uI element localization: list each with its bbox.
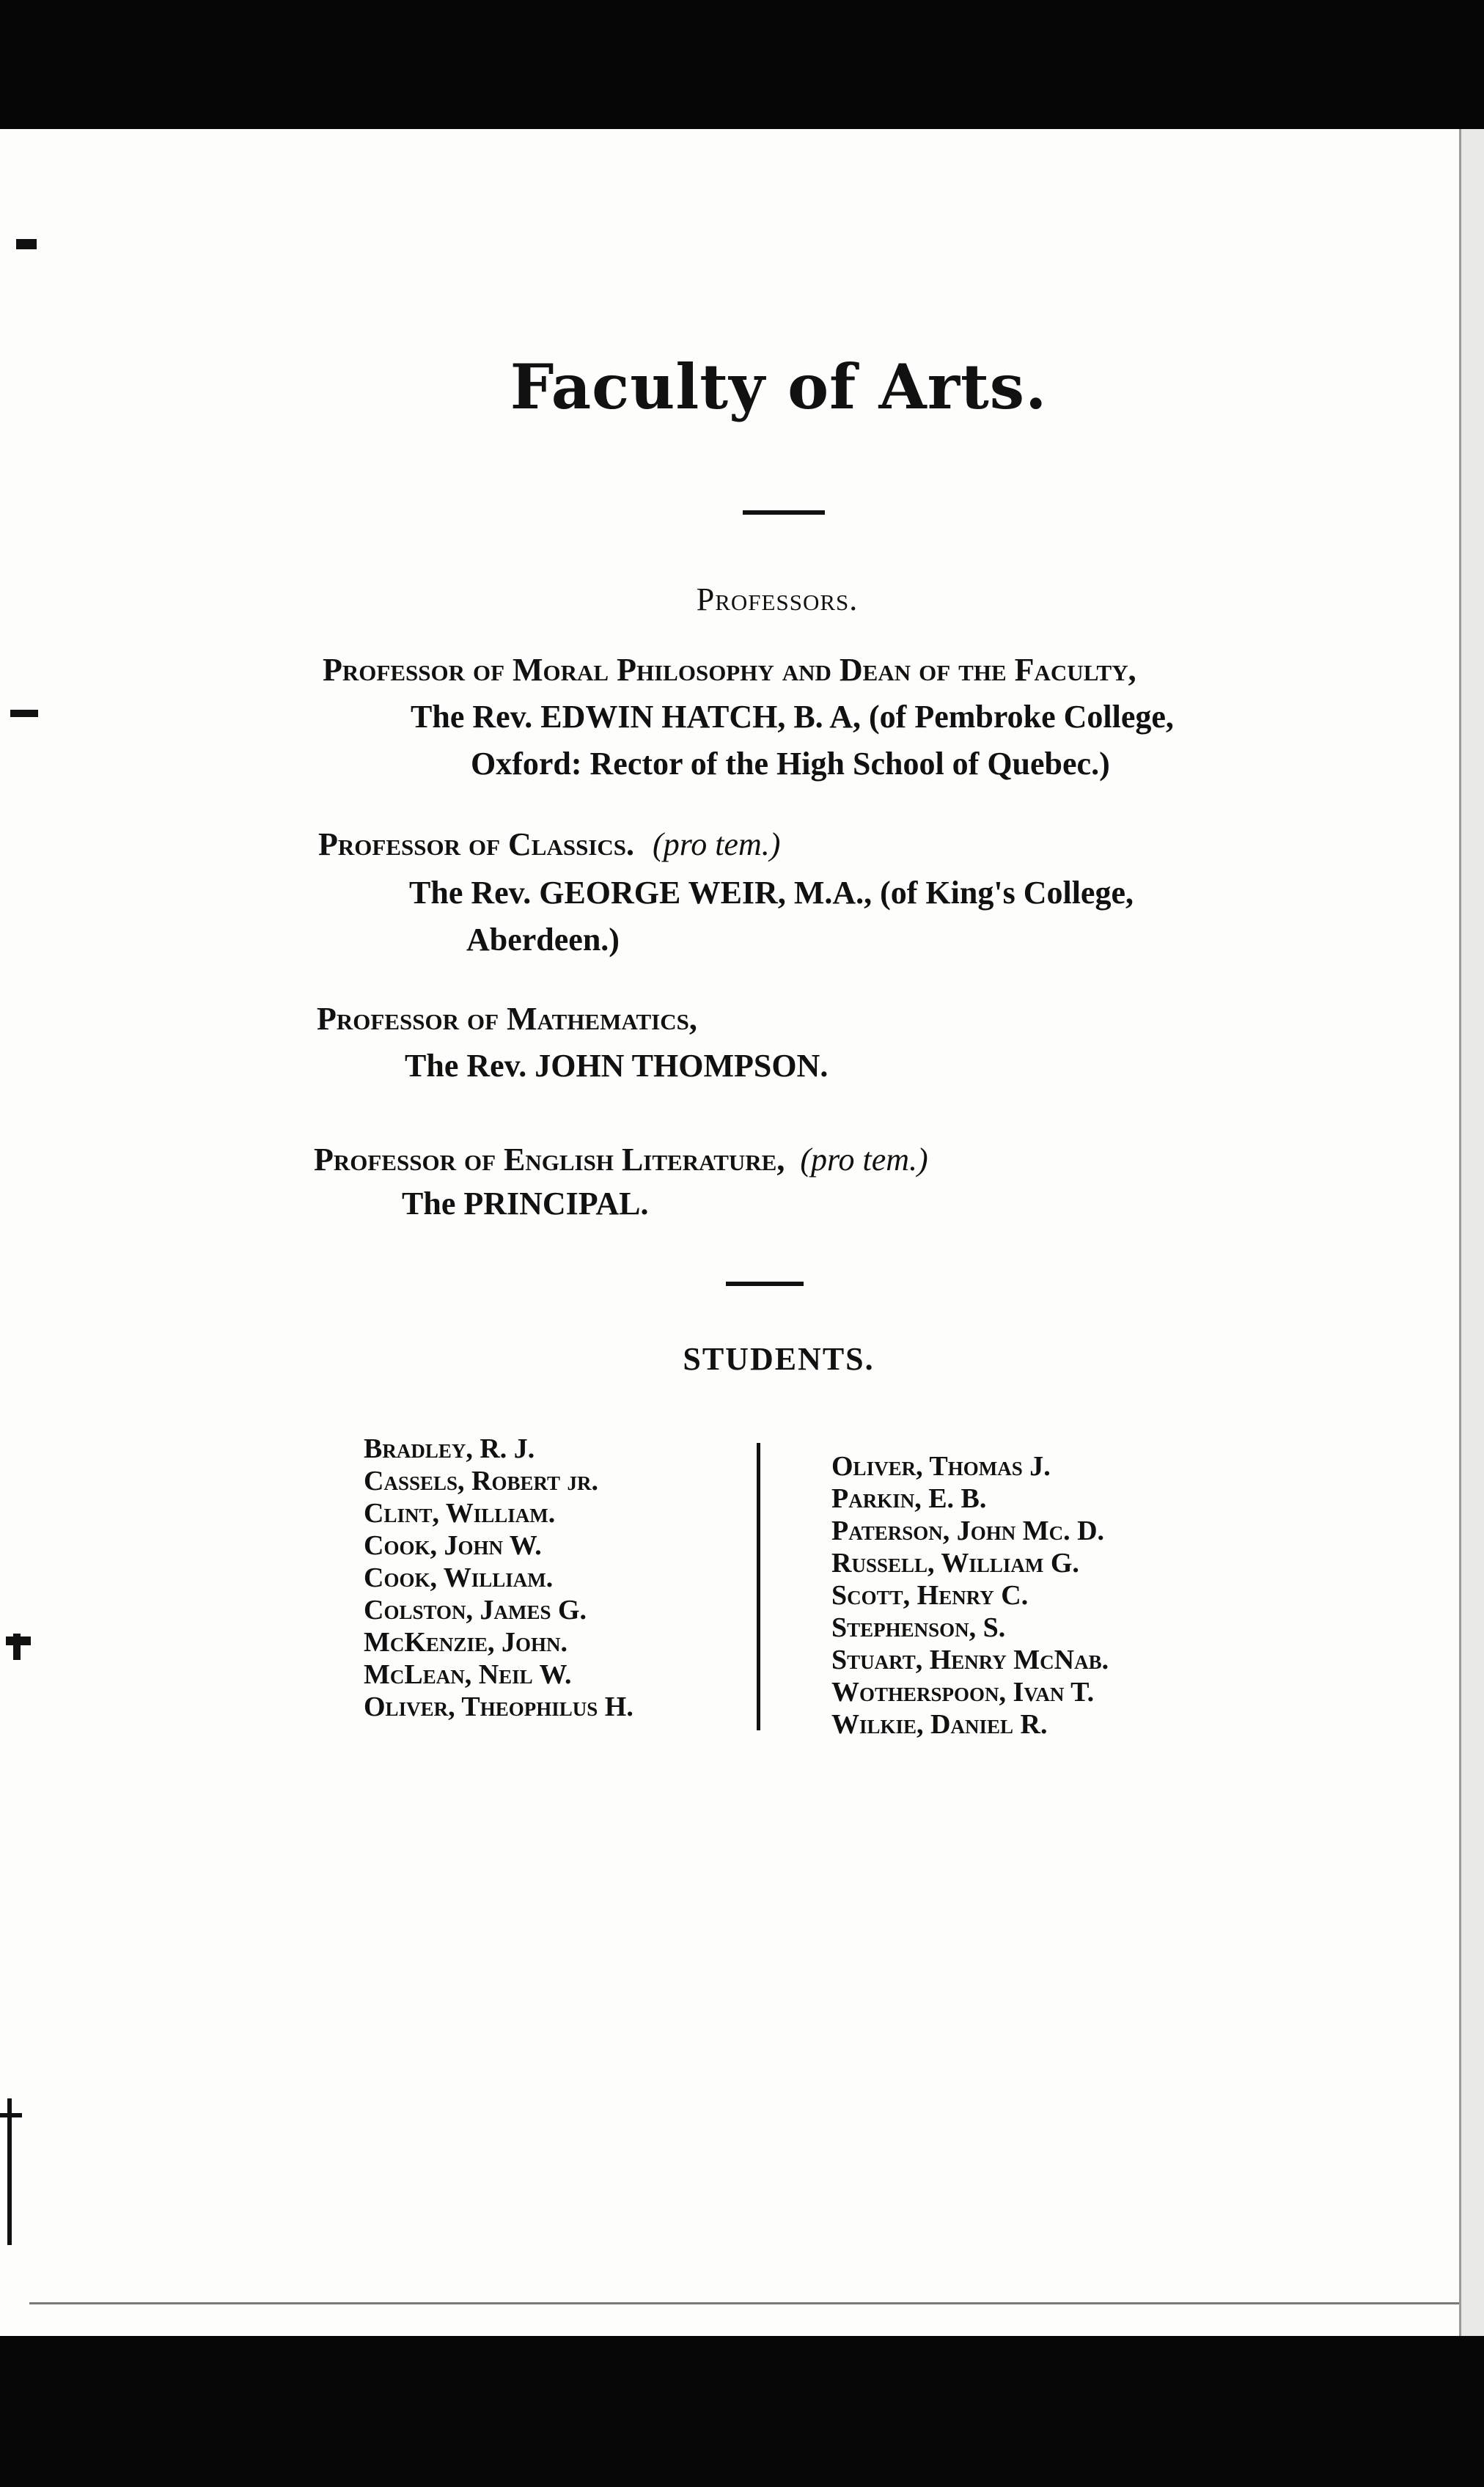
column-divider: [757, 1443, 760, 1730]
scan-top-border: [0, 0, 1484, 139]
professor-hatch-name: The Rev. EDWIN HATCH, B. A, (of Pembroke College,: [411, 699, 1174, 735]
professor-principal-name: The PRINCIPAL.: [402, 1186, 649, 1222]
chair-english-literature: [314, 1141, 928, 1178]
students-rule: [726, 1282, 804, 1286]
document-page: [0, 129, 1459, 2336]
student-name: Paterson, John Mc. D.: [831, 1516, 1105, 1546]
margin-mark: [7, 2098, 12, 2245]
student-name: Bradley, R. J.: [364, 1433, 535, 1464]
student-name: Cook, William.: [364, 1562, 554, 1593]
student-name: Colston, James G.: [364, 1595, 587, 1625]
student-name: McLean, Neil W.: [364, 1659, 572, 1690]
students-heading: STUDENTS.: [683, 1341, 875, 1377]
student-name: Stephenson, S.: [831, 1612, 1006, 1643]
chair-classics-note: (pro tem.): [653, 826, 781, 862]
student-name: McKenzie, John.: [364, 1627, 567, 1658]
scan-bottom-border: [0, 2336, 1484, 2487]
chair-english-note: (pro tem.): [800, 1142, 928, 1178]
student-name: Oliver, Thomas J.: [831, 1451, 1051, 1482]
chair-english-label: Professor of English Literature,: [314, 1142, 785, 1178]
student-name: Oliver, Theophilus H.: [364, 1691, 633, 1722]
professor-thompson-name: The Rev. JOHN THOMPSON.: [405, 1048, 829, 1084]
professor-weir-note: Aberdeen.): [466, 922, 620, 958]
students-right-column: [831, 1450, 1109, 1741]
margin-mark: [10, 710, 38, 717]
chair-moral-philosophy: Professor of Moral Philosophy and Dean of the Faculty,: [323, 652, 1136, 688]
student-name: Stuart, Henry McNab.: [831, 1645, 1109, 1675]
student-name: Clint, William.: [364, 1498, 556, 1529]
student-name: Russell, William G.: [831, 1548, 1079, 1579]
student-name: Wilkie, Daniel R.: [831, 1709, 1048, 1740]
student-name: Scott, Henry C.: [831, 1580, 1029, 1611]
page-bottom-edge: [29, 2302, 1459, 2310]
chair-classics-label: Professor of Classics.: [318, 826, 635, 862]
professor-hatch-note: Oxford: Rector of the High School of Quebec.): [471, 746, 1110, 782]
professor-weir-name: The Rev. GEORGE WEIR, M.A., (of King's College,: [409, 875, 1134, 911]
chair-classics: [318, 826, 780, 863]
student-name: Cassels, Robert jr.: [364, 1466, 599, 1496]
student-name: Cook, John W.: [364, 1530, 542, 1561]
students-left-column: [364, 1433, 633, 1723]
page-title: Faculty of Arts.: [510, 350, 1048, 423]
margin-mark: [13, 1634, 21, 1660]
professors-heading: Professors.: [696, 581, 859, 617]
student-name: Wotherspoon, Ivan T.: [831, 1677, 1095, 1708]
page-right-edge: [1459, 129, 1484, 2336]
chair-mathematics: Professor of Mathematics,: [317, 1001, 697, 1037]
margin-mark: [16, 239, 37, 249]
student-name: Parkin, E. B.: [831, 1483, 987, 1514]
title-rule: [743, 510, 825, 515]
